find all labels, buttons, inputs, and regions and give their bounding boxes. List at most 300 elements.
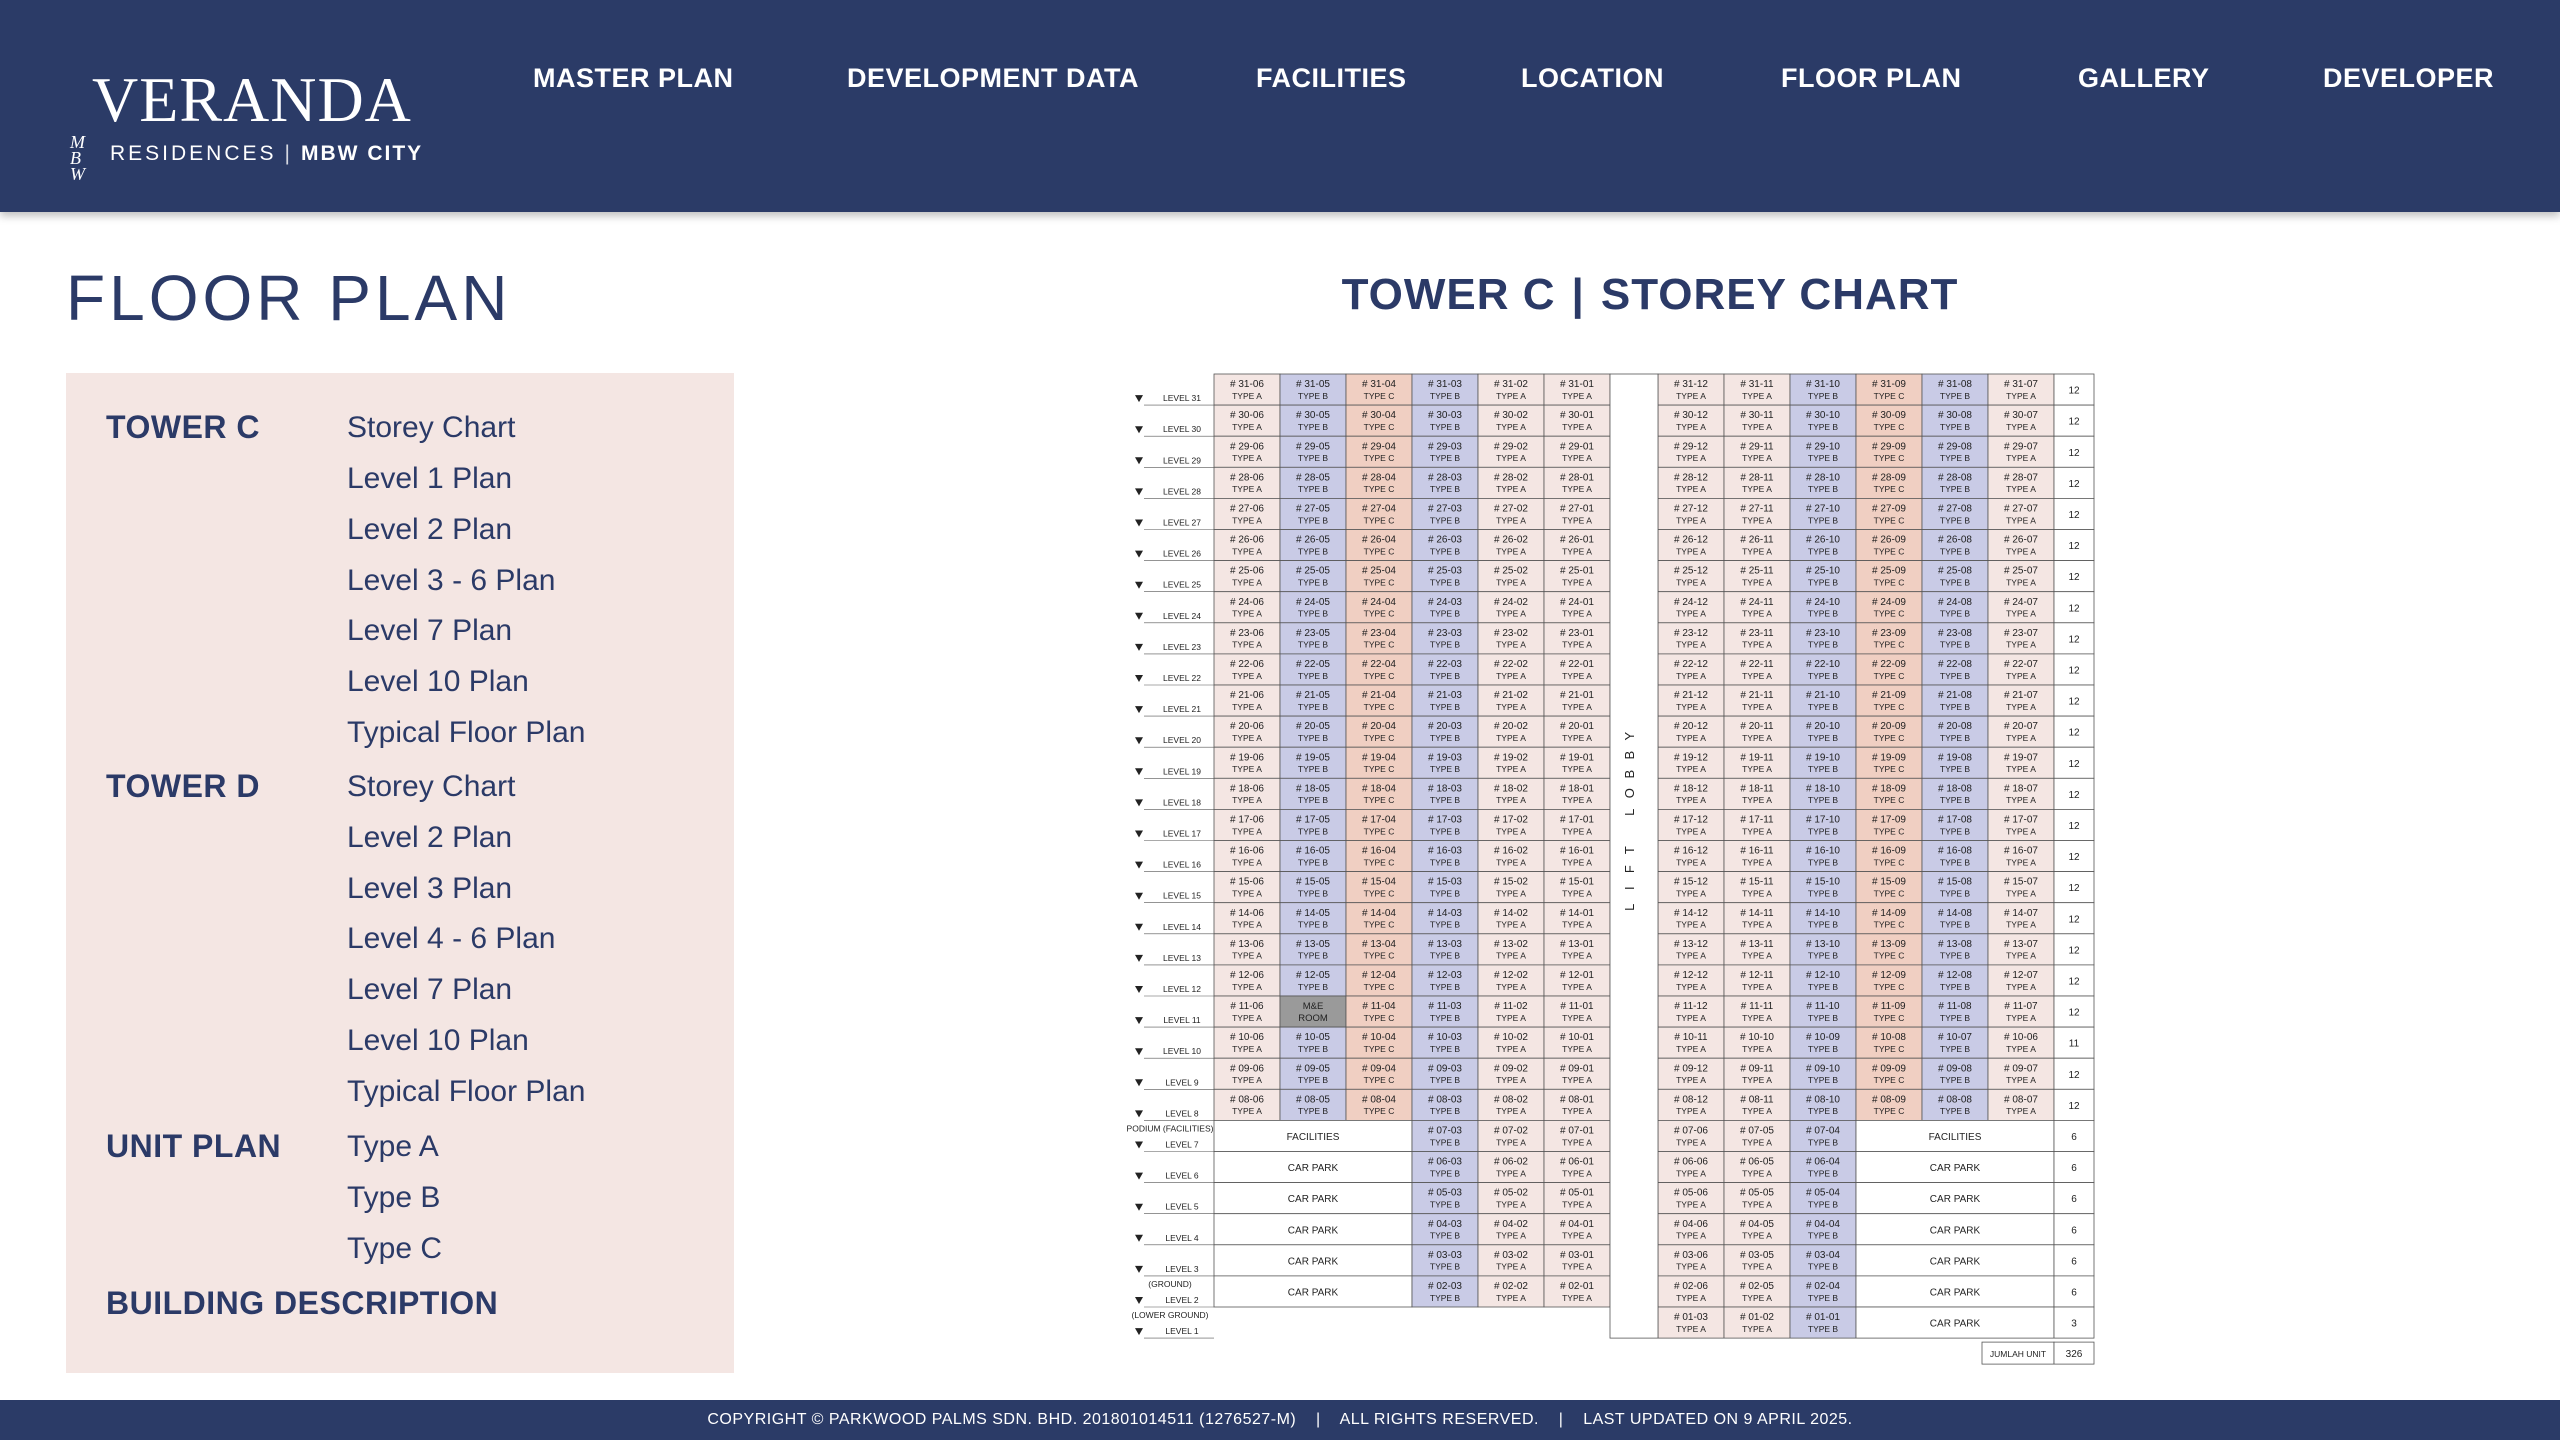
unit-cell[interactable]: [1724, 467, 1790, 498]
unit-cell[interactable]: [1544, 996, 1610, 1027]
unit-cell[interactable]: [1790, 498, 1856, 529]
unit-cell[interactable]: [1280, 530, 1346, 561]
unit-cell[interactable]: [1658, 903, 1724, 934]
unit-cell[interactable]: [1544, 374, 1610, 405]
unit-cell[interactable]: [1790, 1245, 1856, 1276]
unit-cell[interactable]: [1922, 530, 1988, 561]
unit-cell[interactable]: [1544, 467, 1610, 498]
unit-cell[interactable]: [1724, 1183, 1790, 1214]
unit-cell[interactable]: [1856, 498, 1922, 529]
unit-cell[interactable]: [1544, 778, 1610, 809]
unit-cell[interactable]: [1790, 436, 1856, 467]
unit-cell[interactable]: [1988, 841, 2054, 872]
unit-cell[interactable]: [1658, 809, 1724, 840]
nav-facilities[interactable]: FACILITIES: [1256, 63, 1407, 93]
unit-cell[interactable]: [1724, 903, 1790, 934]
unit-cell[interactable]: [1856, 716, 1922, 747]
unit-cell[interactable]: [1724, 778, 1790, 809]
unit-cell[interactable]: [1346, 561, 1412, 592]
unit-cell[interactable]: [1346, 1058, 1412, 1089]
unit-cell[interactable]: [1346, 623, 1412, 654]
unit-cell[interactable]: [1346, 747, 1412, 778]
unit-cell[interactable]: [1478, 1276, 1544, 1307]
unit-cell[interactable]: [1922, 996, 1988, 1027]
nav-gallery[interactable]: GALLERY: [2078, 63, 2210, 93]
unit-cell[interactable]: [1724, 436, 1790, 467]
unit-cell[interactable]: [1412, 1214, 1478, 1245]
unit-cell[interactable]: [1412, 934, 1478, 965]
unit-cell[interactable]: [1346, 1089, 1412, 1120]
unit-cell[interactable]: [1988, 623, 2054, 654]
unit-cell[interactable]: [1478, 654, 1544, 685]
nav-floor-plan[interactable]: FLOOR PLAN: [1781, 63, 1962, 93]
unit-cell[interactable]: [1346, 1027, 1412, 1058]
unit-cell[interactable]: [1544, 561, 1610, 592]
unit-cell[interactable]: [1988, 405, 2054, 436]
unit-cell[interactable]: [1214, 965, 1280, 996]
unit-cell[interactable]: [1544, 654, 1610, 685]
unit-cell[interactable]: [1790, 872, 1856, 903]
unit-cell[interactable]: [1724, 623, 1790, 654]
unit-cell[interactable]: [1412, 841, 1478, 872]
unit-cell[interactable]: [1724, 841, 1790, 872]
unit-cell[interactable]: [1856, 747, 1922, 778]
unit-cell[interactable]: [1790, 1183, 1856, 1214]
unit-cell[interactable]: [1544, 809, 1610, 840]
unit-cell[interactable]: [1724, 530, 1790, 561]
unit-cell[interactable]: [1922, 374, 1988, 405]
unit-cell[interactable]: [1346, 498, 1412, 529]
unit-cell[interactable]: [1658, 685, 1724, 716]
unit-cell[interactable]: [1724, 747, 1790, 778]
unit-cell[interactable]: [1544, 872, 1610, 903]
unit-cell[interactable]: [1724, 1058, 1790, 1089]
unit-cell[interactable]: [1412, 405, 1478, 436]
unit-cell[interactable]: [1658, 1089, 1724, 1120]
unit-cell[interactable]: [1280, 1027, 1346, 1058]
unit-cell[interactable]: [1724, 872, 1790, 903]
unit-cell[interactable]: [1412, 1120, 1478, 1151]
link-unit-type-a[interactable]: Type A: [347, 1130, 439, 1163]
unit-cell[interactable]: [1988, 903, 2054, 934]
unit-cell[interactable]: [1412, 685, 1478, 716]
unit-cell[interactable]: [1544, 1058, 1610, 1089]
unit-cell[interactable]: [1856, 996, 1922, 1027]
unit-cell[interactable]: [1658, 436, 1724, 467]
unit-cell[interactable]: [1280, 1089, 1346, 1120]
unit-cell[interactable]: [1544, 716, 1610, 747]
link-unit-type-b[interactable]: Type B: [347, 1181, 441, 1214]
unit-cell[interactable]: [1478, 592, 1544, 623]
unit-cell[interactable]: [1724, 374, 1790, 405]
unit-cell[interactable]: [1724, 1152, 1790, 1183]
unit-cell[interactable]: [1214, 841, 1280, 872]
unit-cell[interactable]: [1658, 872, 1724, 903]
unit-cell[interactable]: [1658, 1058, 1724, 1089]
unit-cell[interactable]: [1658, 1307, 1724, 1338]
unit-cell[interactable]: [1790, 1276, 1856, 1307]
link-tower-c-level-10-plan[interactable]: Level 10 Plan: [347, 665, 529, 698]
unit-cell[interactable]: [1478, 498, 1544, 529]
unit-cell[interactable]: [1658, 592, 1724, 623]
unit-cell[interactable]: [1214, 374, 1280, 405]
unit-cell[interactable]: [1790, 996, 1856, 1027]
unit-cell[interactable]: [1988, 498, 2054, 529]
unit-cell[interactable]: [1412, 623, 1478, 654]
unit-cell[interactable]: [1790, 778, 1856, 809]
unit-cell[interactable]: [1988, 436, 2054, 467]
unit-cell[interactable]: [1346, 405, 1412, 436]
unit-cell[interactable]: [1790, 1214, 1856, 1245]
unit-cell[interactable]: [1724, 1276, 1790, 1307]
veranda-logo[interactable]: [70, 64, 430, 184]
unit-cell[interactable]: [1856, 1027, 1922, 1058]
unit-cell[interactable]: [1412, 778, 1478, 809]
unit-cell[interactable]: [1724, 498, 1790, 529]
unit-cell[interactable]: [1214, 778, 1280, 809]
link-tower-c-typical-floor-plan[interactable]: Typical Floor Plan: [347, 716, 586, 749]
unit-cell[interactable]: [1856, 592, 1922, 623]
unit-cell[interactable]: [1214, 747, 1280, 778]
unit-cell[interactable]: [1658, 778, 1724, 809]
unit-cell[interactable]: [1544, 1183, 1610, 1214]
unit-cell[interactable]: [1280, 685, 1346, 716]
unit-cell[interactable]: [1214, 903, 1280, 934]
unit-cell[interactable]: [1346, 467, 1412, 498]
unit-cell[interactable]: [1214, 467, 1280, 498]
nav-development-data[interactable]: DEVELOPMENT DATA: [847, 63, 1140, 93]
unit-cell[interactable]: [1724, 1307, 1790, 1338]
unit-cell[interactable]: [1658, 1027, 1724, 1058]
unit-cell[interactable]: [1856, 530, 1922, 561]
unit-cell[interactable]: [1922, 716, 1988, 747]
unit-cell[interactable]: [1346, 530, 1412, 561]
unit-cell[interactable]: [1280, 809, 1346, 840]
nav-location[interactable]: LOCATION: [1521, 63, 1664, 93]
unit-cell[interactable]: [1280, 778, 1346, 809]
unit-cell[interactable]: [1856, 1089, 1922, 1120]
unit-cell[interactable]: [1790, 841, 1856, 872]
unit-cell[interactable]: [1214, 1027, 1280, 1058]
unit-cell[interactable]: [1922, 623, 1988, 654]
unit-cell[interactable]: [1658, 747, 1724, 778]
unit-cell[interactable]: [1790, 1058, 1856, 1089]
unit-cell[interactable]: [1478, 623, 1544, 654]
unit-cell[interactable]: [1790, 1027, 1856, 1058]
unit-cell[interactable]: [1214, 809, 1280, 840]
unit-cell[interactable]: [1478, 778, 1544, 809]
unit-cell[interactable]: [1412, 1089, 1478, 1120]
unit-cell[interactable]: [1658, 405, 1724, 436]
unit-cell[interactable]: [1922, 1027, 1988, 1058]
unit-cell[interactable]: [1280, 654, 1346, 685]
unit-cell[interactable]: [1280, 374, 1346, 405]
unit-cell[interactable]: [1412, 1027, 1478, 1058]
unit-cell[interactable]: [1658, 1120, 1724, 1151]
unit-cell[interactable]: [1412, 436, 1478, 467]
unit-cell[interactable]: [1790, 467, 1856, 498]
unit-cell[interactable]: [1544, 965, 1610, 996]
unit-cell[interactable]: [1922, 592, 1988, 623]
unit-cell[interactable]: [1280, 623, 1346, 654]
unit-cell[interactable]: [1544, 592, 1610, 623]
unit-cell[interactable]: [1346, 374, 1412, 405]
unit-cell[interactable]: [1346, 654, 1412, 685]
link-tower-c-level-1-plan[interactable]: Level 1 Plan: [347, 462, 513, 495]
unit-cell[interactable]: [1988, 561, 2054, 592]
unit-cell[interactable]: [1478, 374, 1544, 405]
unit-cell[interactable]: [1988, 530, 2054, 561]
unit-cell[interactable]: [1214, 1089, 1280, 1120]
link-tower-d-typical-floor-plan[interactable]: Typical Floor Plan: [347, 1075, 586, 1108]
unit-cell[interactable]: [1478, 872, 1544, 903]
unit-cell[interactable]: [1280, 561, 1346, 592]
unit-cell[interactable]: [1214, 996, 1280, 1027]
unit-cell[interactable]: [1988, 1058, 2054, 1089]
unit-cell[interactable]: [1922, 405, 1988, 436]
unit-cell[interactable]: [1478, 747, 1544, 778]
unit-cell[interactable]: [1988, 809, 2054, 840]
unit-cell[interactable]: [1280, 872, 1346, 903]
unit-cell[interactable]: [1214, 685, 1280, 716]
unit-cell[interactable]: [1544, 1120, 1610, 1151]
unit-cell[interactable]: [1922, 436, 1988, 467]
unit-cell[interactable]: [1922, 872, 1988, 903]
unit-cell[interactable]: [1346, 872, 1412, 903]
unit-cell[interactable]: [1856, 623, 1922, 654]
unit-cell[interactable]: [1790, 1307, 1856, 1338]
unit-cell[interactable]: [1478, 561, 1544, 592]
unit-cell[interactable]: [1544, 747, 1610, 778]
unit-cell[interactable]: [1280, 592, 1346, 623]
unit-cell[interactable]: [1214, 934, 1280, 965]
unit-cell[interactable]: [1280, 965, 1346, 996]
unit-cell[interactable]: [1988, 685, 2054, 716]
unit-cell[interactable]: [1412, 716, 1478, 747]
unit-cell[interactable]: [1544, 1276, 1610, 1307]
unit-cell[interactable]: [1346, 716, 1412, 747]
unit-cell[interactable]: [1412, 374, 1478, 405]
unit-cell[interactable]: [1922, 561, 1988, 592]
unit-cell[interactable]: [1412, 809, 1478, 840]
unit-cell[interactable]: [1658, 498, 1724, 529]
unit-cell[interactable]: [1478, 1089, 1544, 1120]
unit-cell[interactable]: [1658, 374, 1724, 405]
unit-cell[interactable]: [1658, 1245, 1724, 1276]
unit-cell[interactable]: [1856, 934, 1922, 965]
link-tower-c-level-2-plan[interactable]: Level 2 Plan: [347, 513, 513, 546]
unit-cell[interactable]: [1922, 685, 1988, 716]
unit-cell[interactable]: [1724, 965, 1790, 996]
unit-cell[interactable]: [1346, 965, 1412, 996]
nav-master-plan[interactable]: MASTER PLAN: [533, 63, 734, 93]
unit-cell[interactable]: [1988, 934, 2054, 965]
unit-cell[interactable]: [1412, 1183, 1478, 1214]
unit-cell[interactable]: [1724, 561, 1790, 592]
unit-cell[interactable]: [1280, 436, 1346, 467]
unit-cell[interactable]: [1214, 405, 1280, 436]
unit-cell[interactable]: [1922, 1089, 1988, 1120]
unit-cell[interactable]: [1856, 872, 1922, 903]
unit-cell[interactable]: [1988, 778, 2054, 809]
unit-cell[interactable]: [1790, 809, 1856, 840]
unit-cell[interactable]: [1280, 716, 1346, 747]
unit-cell[interactable]: [1214, 716, 1280, 747]
unit-cell[interactable]: [1412, 996, 1478, 1027]
unit-cell[interactable]: [1412, 1276, 1478, 1307]
unit-cell[interactable]: [1856, 436, 1922, 467]
unit-cell[interactable]: [1478, 405, 1544, 436]
unit-cell[interactable]: [1724, 996, 1790, 1027]
unit-cell[interactable]: [1790, 1152, 1856, 1183]
unit-cell[interactable]: [1544, 530, 1610, 561]
nav-developer[interactable]: DEVELOPER: [2323, 63, 2495, 93]
unit-cell[interactable]: [1856, 778, 1922, 809]
unit-cell[interactable]: [1214, 592, 1280, 623]
unit-cell[interactable]: [1724, 809, 1790, 840]
unit-cell[interactable]: [1790, 561, 1856, 592]
unit-cell[interactable]: [1724, 716, 1790, 747]
unit-cell[interactable]: [1988, 654, 2054, 685]
unit-cell[interactable]: [1478, 467, 1544, 498]
unit-cell[interactable]: [1790, 623, 1856, 654]
unit-cell[interactable]: [1658, 561, 1724, 592]
unit-cell[interactable]: [1544, 623, 1610, 654]
unit-cell[interactable]: [1790, 374, 1856, 405]
unit-cell[interactable]: [1544, 405, 1610, 436]
unit-cell[interactable]: [1658, 654, 1724, 685]
unit-cell[interactable]: [1790, 965, 1856, 996]
unit-cell[interactable]: [1724, 1214, 1790, 1245]
unit-cell[interactable]: [1724, 1120, 1790, 1151]
unit-cell[interactable]: [1478, 685, 1544, 716]
unit-cell[interactable]: [1280, 747, 1346, 778]
link-building-description[interactable]: BUILDING DESCRIPTION: [106, 1285, 499, 1321]
unit-cell[interactable]: [1790, 654, 1856, 685]
unit-cell[interactable]: [1724, 1027, 1790, 1058]
unit-cell[interactable]: [1478, 841, 1544, 872]
unit-cell[interactable]: [1412, 747, 1478, 778]
unit-cell[interactable]: [1922, 1058, 1988, 1089]
unit-cell[interactable]: [1412, 498, 1478, 529]
link-tower-c-level-3-6-plan[interactable]: Level 3 - 6 Plan: [347, 564, 556, 597]
unit-cell[interactable]: [1478, 1058, 1544, 1089]
unit-cell[interactable]: [1790, 903, 1856, 934]
unit-cell[interactable]: [1856, 374, 1922, 405]
unit-cell[interactable]: [1544, 1027, 1610, 1058]
unit-cell[interactable]: [1214, 498, 1280, 529]
unit-cell[interactable]: [1412, 654, 1478, 685]
link-tower-d-storey-chart[interactable]: Storey Chart: [347, 770, 516, 803]
unit-cell[interactable]: [1478, 1245, 1544, 1276]
unit-cell[interactable]: [1790, 592, 1856, 623]
unit-cell[interactable]: [1478, 965, 1544, 996]
unit-cell[interactable]: [1544, 1214, 1610, 1245]
unit-cell[interactable]: [1280, 903, 1346, 934]
unit-cell[interactable]: [1544, 841, 1610, 872]
unit-cell[interactable]: [1478, 436, 1544, 467]
unit-cell[interactable]: [1790, 405, 1856, 436]
unit-cell[interactable]: [1478, 903, 1544, 934]
unit-cell[interactable]: [1856, 405, 1922, 436]
unit-cell[interactable]: [1412, 467, 1478, 498]
unit-cell[interactable]: [1922, 934, 1988, 965]
unit-cell[interactable]: [1856, 467, 1922, 498]
unit-cell[interactable]: [1214, 530, 1280, 561]
unit-cell[interactable]: [1790, 1089, 1856, 1120]
unit-cell[interactable]: [1658, 996, 1724, 1027]
unit-cell[interactable]: [1724, 1245, 1790, 1276]
unit-cell[interactable]: [1214, 436, 1280, 467]
unit-cell[interactable]: [1346, 685, 1412, 716]
unit-cell[interactable]: [1988, 965, 2054, 996]
unit-cell[interactable]: [1658, 467, 1724, 498]
unit-cell[interactable]: [1412, 1245, 1478, 1276]
unit-cell[interactable]: [1922, 903, 1988, 934]
unit-cell[interactable]: [1544, 934, 1610, 965]
link-tower-d-level-7-plan[interactable]: Level 7 Plan: [347, 973, 513, 1006]
unit-cell[interactable]: [1922, 654, 1988, 685]
unit-cell[interactable]: [1922, 965, 1988, 996]
link-tower-d-level-4-6-plan[interactable]: Level 4 - 6 Plan: [347, 922, 556, 955]
unit-cell[interactable]: [1478, 716, 1544, 747]
unit-cell[interactable]: [1658, 934, 1724, 965]
unit-cell[interactable]: [1544, 1152, 1610, 1183]
unit-cell[interactable]: [1346, 934, 1412, 965]
unit-cell[interactable]: [1544, 436, 1610, 467]
unit-cell[interactable]: [1658, 623, 1724, 654]
unit-cell[interactable]: [1214, 561, 1280, 592]
unit-cell[interactable]: [1658, 1183, 1724, 1214]
unit-cell[interactable]: [1922, 809, 1988, 840]
unit-cell[interactable]: [1658, 1276, 1724, 1307]
unit-cell[interactable]: [1478, 934, 1544, 965]
unit-cell[interactable]: [1922, 498, 1988, 529]
unit-cell[interactable]: [1214, 623, 1280, 654]
unit-cell[interactable]: [1790, 685, 1856, 716]
unit-cell[interactable]: [1412, 561, 1478, 592]
unit-cell[interactable]: [1412, 592, 1478, 623]
unit-cell[interactable]: [1988, 716, 2054, 747]
unit-cell[interactable]: [1214, 654, 1280, 685]
unit-cell[interactable]: [1280, 467, 1346, 498]
unit-cell[interactable]: [1280, 841, 1346, 872]
unit-cell[interactable]: [1412, 530, 1478, 561]
unit-cell[interactable]: [1856, 965, 1922, 996]
unit-cell[interactable]: [1988, 592, 2054, 623]
unit-cell[interactable]: [1280, 498, 1346, 529]
unit-cell[interactable]: [1856, 903, 1922, 934]
unit-cell[interactable]: [1724, 934, 1790, 965]
unit-cell[interactable]: [1346, 778, 1412, 809]
link-tower-d-level-2-plan[interactable]: Level 2 Plan: [347, 821, 513, 854]
unit-cell[interactable]: [1280, 934, 1346, 965]
unit-cell[interactable]: [1988, 996, 2054, 1027]
link-tower-c-level-7-plan[interactable]: Level 7 Plan: [347, 614, 513, 647]
unit-cell[interactable]: [1988, 374, 2054, 405]
unit-cell[interactable]: [1658, 530, 1724, 561]
unit-cell[interactable]: [1856, 654, 1922, 685]
unit-cell[interactable]: [1790, 747, 1856, 778]
unit-cell[interactable]: [1412, 965, 1478, 996]
unit-cell[interactable]: [1856, 841, 1922, 872]
unit-cell[interactable]: [1214, 1058, 1280, 1089]
unit-cell[interactable]: [1478, 1120, 1544, 1151]
link-tower-d-level-3-plan[interactable]: Level 3 Plan: [347, 872, 513, 905]
unit-cell[interactable]: [1658, 1152, 1724, 1183]
unit-cell[interactable]: [1544, 1245, 1610, 1276]
unit-cell[interactable]: [1346, 436, 1412, 467]
